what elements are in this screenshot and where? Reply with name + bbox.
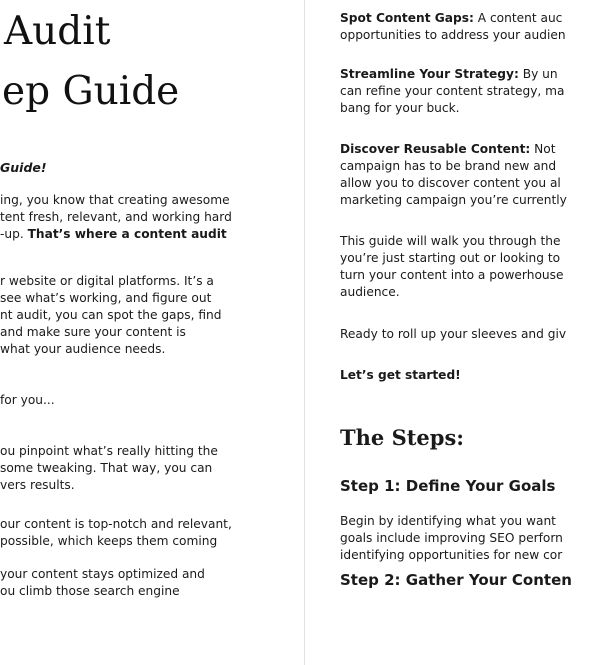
left-paragraph-2 (0, 273, 222, 358)
right-page (305, 0, 592, 665)
guide-title-line-1: Audit (4, 9, 111, 54)
text-line: goals include improving SEO perforn (340, 531, 563, 545)
step-2-heading: Step 2: Gather Your Conten (340, 571, 572, 589)
left-paragraph-3 (0, 392, 55, 409)
bold-callout: That’s where a content audit (27, 227, 227, 241)
text-line: bang for your buck. (340, 101, 460, 115)
text-line: Begin by identifying what you want (340, 514, 556, 528)
text-line: This guide will walk you through the (340, 234, 561, 248)
right-paragraph-1 (340, 10, 566, 44)
text-line: vers results. (0, 478, 75, 492)
left-paragraph-6 (0, 566, 205, 600)
right-paragraph-6 (340, 367, 461, 384)
text-line: identifying opportunities for new cor (340, 548, 563, 562)
left-paragraph-1 (0, 192, 232, 243)
text-line: nt audit, you can spot the gaps, find (0, 308, 222, 322)
text-line: what your audience needs. (0, 342, 166, 356)
text-line: Discover Reusable Content: Not (340, 142, 556, 156)
text-line: campaign has to be brand new and (340, 159, 557, 173)
text-line (340, 367, 461, 384)
text-line: see what’s working, and figure out (0, 291, 212, 305)
text-line: tent fresh, relevant, and working hard (0, 210, 232, 224)
bold-lead: Spot Content Gaps: (340, 11, 474, 25)
text-line-part: -up. (0, 227, 28, 241)
bold-lead: Discover Reusable Content: (340, 142, 531, 156)
text-line: turn your content into a powerhouse (340, 268, 564, 282)
text-line: ing, you know that creating awesome (0, 193, 230, 207)
text-line: Ready to roll up your sleeves and giv (340, 327, 567, 341)
right-paragraph-5 (340, 326, 566, 343)
text-line: r website or digital platforms. It’s a (0, 274, 214, 288)
bold-lead: Let’s get started! (340, 368, 461, 382)
text-line: Streamline Your Strategy: By un (340, 67, 558, 81)
text-line: and make sure your content is (0, 325, 186, 339)
text-line: your content stays optimized and (0, 567, 205, 581)
text-line: ou climb those search engine (0, 584, 180, 598)
text-line: you’re just starting out or looking to (340, 251, 561, 265)
text-line: ou pinpoint what’s really hitting the (0, 444, 218, 458)
right-paragraph-4 (340, 233, 563, 301)
text-line (0, 226, 232, 243)
text-line: for you... (0, 393, 55, 407)
step-1-paragraph (340, 513, 563, 564)
left-paragraph-5 (0, 516, 232, 550)
text-line: some tweaking. That way, you can (0, 461, 213, 475)
text-line: allow you to discover content you al (340, 176, 561, 190)
text-line: possible, which keeps them coming (0, 534, 218, 548)
guide-title-line-2: ep Guide (2, 69, 180, 114)
text-line: our content is top-notch and relevant, (0, 517, 232, 531)
step-1-heading: Step 1: Define Your Goals (340, 477, 556, 495)
bold-lead: Streamline Your Strategy: (340, 67, 519, 81)
right-paragraph-3 (340, 141, 567, 209)
right-paragraph-2 (340, 66, 565, 117)
left-paragraph-4 (0, 443, 218, 494)
text-line: marketing campaign you’re currently (340, 193, 567, 207)
text-line: Spot Content Gaps: A content auc (340, 11, 563, 25)
intro-heading: Guide! (0, 160, 47, 175)
text-line: audience. (340, 285, 400, 299)
steps-heading: The Steps: (340, 425, 465, 450)
text-line: can refine your content strategy, ma (340, 84, 565, 98)
text-line: opportunities to address your audien (340, 28, 566, 42)
